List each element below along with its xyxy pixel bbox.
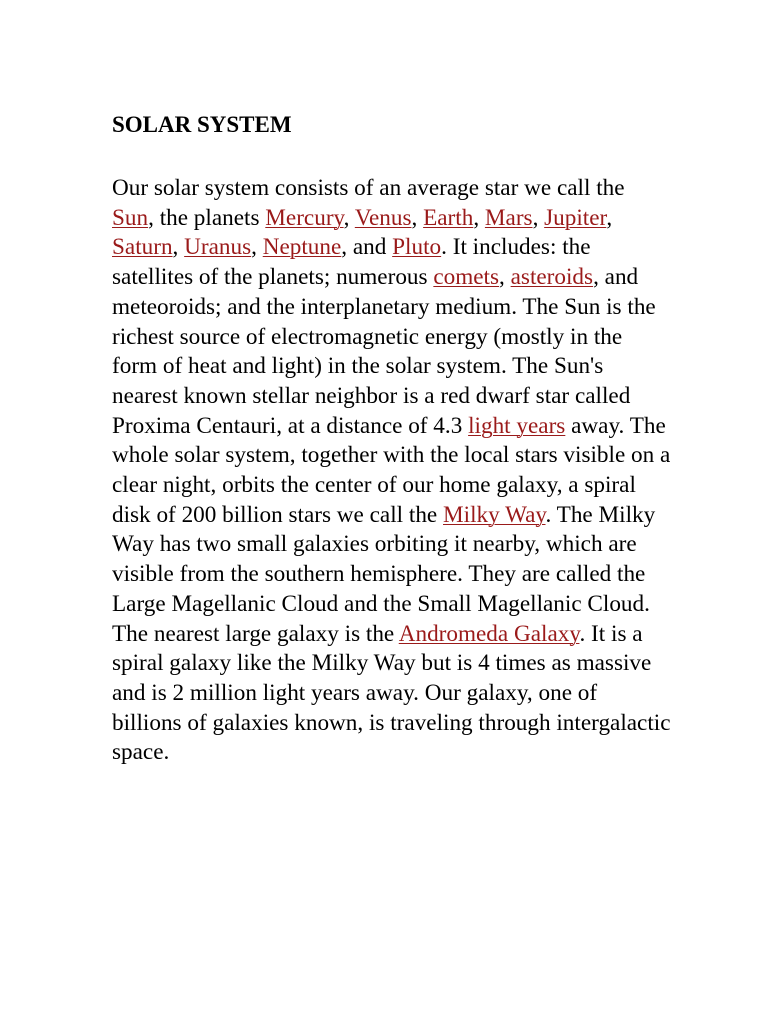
- body-paragraph: [112, 174, 672, 768]
- text-run: . The Milky Way has two small galaxies orbiting it nearby, which are visible from the southern hemisphere. They are called the Large Magellanic Cloud and the Small Magellanic Cloud. The nearest large galaxy is the: [112, 501, 656, 647]
- text-run: ,: [606, 204, 613, 231]
- link-jupiter[interactable]: Jupiter: [544, 204, 607, 231]
- text-run: ,: [532, 204, 545, 231]
- text-run: ,: [473, 204, 485, 231]
- text-run: Our solar system consists of an average star we call the: [112, 175, 625, 201]
- link-asteroids[interactable]: asteroids: [510, 264, 594, 291]
- link-milky-way[interactable]: Milky Way: [443, 501, 546, 528]
- text-run: , and: [341, 234, 393, 261]
- link-earth[interactable]: Earth: [423, 204, 474, 231]
- link-light-years[interactable]: light years: [468, 412, 566, 439]
- text-run: . It is a spiral galaxy like the Milky Way but is 4 times as massive and is 2 million light years away. Our galaxy, one of billions of galaxies known, is traveling through intergalactic space.: [112, 620, 671, 766]
- link-venus[interactable]: Venus: [354, 204, 412, 231]
- document-title: SOLAR SYSTEM: [112, 112, 292, 137]
- link-saturn[interactable]: Saturn: [112, 234, 173, 261]
- link-pluto[interactable]: Pluto: [392, 234, 442, 261]
- link-mercury[interactable]: Mercury: [265, 204, 344, 231]
- text-run: ,: [172, 234, 185, 261]
- text-run: , and meteoroids; and the interplanetary medium. The Sun is the richest source of electromagnetic energy (mostly in the form of heat and light) in the solar system. The Sun's nearest known stellar neighbor is a red dwarf star called Proxima Centauri, at a distance of 4.3: [112, 264, 656, 439]
- text-run: ,: [499, 264, 511, 291]
- text-run: ,: [251, 234, 263, 261]
- link-comets[interactable]: comets: [433, 264, 500, 291]
- text-run: . It includes: the satellites of the planets; numerous: [112, 234, 591, 291]
- text-run: away. The whole solar system, together with the local stars visible on a clear night, orbits the center of our home galaxy, a spiral disk of 200 billion stars we call the: [112, 412, 671, 528]
- text-run: , the planets: [148, 204, 266, 231]
- text-run: ,: [411, 204, 424, 231]
- link-andromeda-galaxy[interactable]: Andromeda Galaxy: [398, 620, 580, 647]
- link-mars[interactable]: Mars: [484, 204, 533, 231]
- document-page: [112, 110, 672, 768]
- link-neptune[interactable]: Neptune: [262, 234, 342, 261]
- link-sun[interactable]: Sun: [112, 204, 149, 231]
- link-uranus[interactable]: Uranus: [184, 234, 252, 261]
- text-run: ,: [343, 204, 355, 231]
